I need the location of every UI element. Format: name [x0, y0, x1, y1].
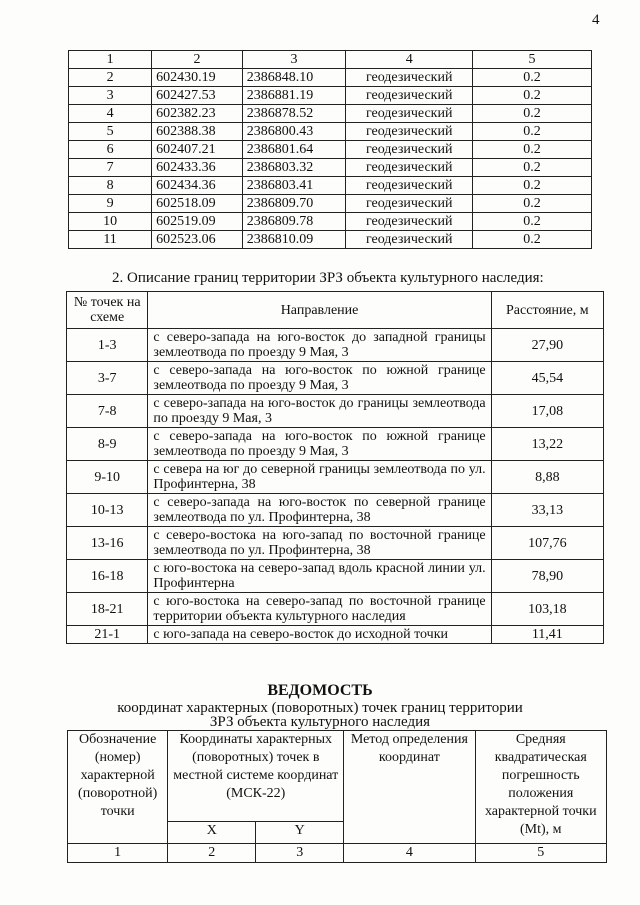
row-points: 21-1 — [67, 626, 148, 644]
table-row — [67, 428, 604, 461]
table-cell: 0.2 — [473, 87, 592, 105]
table-cell: геодезический — [346, 177, 473, 195]
header-cell: 4 — [346, 51, 473, 69]
vedomost-table — [67, 730, 607, 863]
table-row — [69, 159, 592, 177]
table-cell: 602388.38 — [152, 123, 243, 141]
table-cell: 5 — [69, 123, 152, 141]
row-distance: 33,13 — [491, 494, 603, 527]
header-error: Средняя квадратическая погрешность положения характерной точки (Mt), м — [475, 731, 606, 844]
header-cell: 2 — [152, 51, 243, 69]
col-num-4: 4 — [344, 844, 475, 863]
row-points: 7-8 — [67, 395, 148, 428]
table-cell: 2386809.78 — [242, 213, 345, 231]
table-cell: 602518.09 — [152, 195, 243, 213]
table-cell: 2386800.43 — [242, 123, 345, 141]
row-points: 13-16 — [67, 527, 148, 560]
row-distance: 11,41 — [491, 626, 603, 644]
row-direction: с севера на юг до северной границы землеотвода по ул. Профинтерна, 38 — [148, 461, 491, 494]
table-row — [67, 593, 604, 626]
row-points: 18-21 — [67, 593, 148, 626]
col-header-distance: Расстояние, м — [491, 292, 603, 329]
table-cell: 0.2 — [473, 195, 592, 213]
table-cell: 2386803.32 — [242, 159, 345, 177]
row-distance: 8,88 — [491, 461, 603, 494]
row-direction: с северо-запада на юго-восток по южной границе землеотвода по проезду 9 Мая, 3 — [148, 428, 491, 461]
table-cell: 0.2 — [473, 231, 592, 249]
row-direction: с северо-запада на юго-восток до западной границы землеотвода по проезду 9 Мая, 3 — [148, 329, 491, 362]
table-cell: 10 — [69, 213, 152, 231]
table-cell: 0.2 — [473, 177, 592, 195]
table-row — [69, 105, 592, 123]
table-cell: 602519.09 — [152, 213, 243, 231]
table-cell: геодезический — [346, 159, 473, 177]
table-cell: 0.2 — [473, 159, 592, 177]
table-cell: 2386848.10 — [242, 69, 345, 87]
col-num-2: 2 — [168, 844, 256, 863]
table-cell: 0.2 — [473, 141, 592, 159]
table-cell: 8 — [69, 177, 152, 195]
table-cell: геодезический — [346, 231, 473, 249]
table-row — [69, 87, 592, 105]
table-cell: 0.2 — [473, 213, 592, 231]
table-cell: 11 — [69, 231, 152, 249]
vedomost-subtitle-2: ЗРЗ объекта культурного наследия — [209, 714, 431, 730]
table-header-row — [69, 51, 592, 69]
table-row — [67, 362, 604, 395]
row-direction: с юго-запада на северо-восток до исходной точки — [148, 626, 491, 644]
table-cell: геодезический — [346, 141, 473, 159]
row-distance: 13,22 — [491, 428, 603, 461]
table-cell: 602523.06 — [152, 231, 243, 249]
row-direction: с юго-востока на северо-запад по восточной границе территории объекта культурного наследия — [148, 593, 491, 626]
col-header-direction: Направление — [148, 292, 491, 329]
table-cell: 0.2 — [473, 69, 592, 87]
table-cell: геодезический — [346, 87, 473, 105]
table-row — [67, 329, 604, 362]
col-num-1: 1 — [68, 844, 168, 863]
row-distance: 45,54 — [491, 362, 603, 395]
table-cell: 6 — [69, 141, 152, 159]
table-cell: 2386878.52 — [242, 105, 345, 123]
table-row — [69, 141, 592, 159]
header-y: Y — [256, 822, 344, 844]
row-direction: с северо-запада на юго-восток до границы землеотвода по проезду 9 Мая, 3 — [148, 395, 491, 428]
header-cell: 3 — [242, 51, 345, 69]
vedomost-title: ВЕДОМОСТЬ — [267, 682, 373, 699]
table-cell: 2386881.19 — [242, 87, 345, 105]
table-row — [69, 69, 592, 87]
table-cell: 2386803.41 — [242, 177, 345, 195]
table-cell: 3 — [69, 87, 152, 105]
table-row — [67, 494, 604, 527]
header-method: Метод определения координат — [344, 731, 475, 844]
header-point-designation: Обозначение (номер) характерной (поворотной) точки — [68, 731, 168, 844]
table-cell: 2386801.64 — [242, 141, 345, 159]
row-direction: с северо-запада на юго-восток по южной границе землеотвода по проезду 9 Мая, 3 — [148, 362, 491, 395]
table-cell: 602433.36 — [152, 159, 243, 177]
table-row — [69, 177, 592, 195]
table-cell: 602430.19 — [152, 69, 243, 87]
table-row — [69, 195, 592, 213]
table-cell: 2 — [69, 69, 152, 87]
section-2-heading: 2. Описание границ территории ЗРЗ объекта культурного наследия: — [112, 270, 544, 286]
table-cell: геодезический — [346, 213, 473, 231]
table-row — [67, 395, 604, 428]
header-cell: 1 — [69, 51, 152, 69]
table-cell: 9 — [69, 195, 152, 213]
table-cell: 602382.23 — [152, 105, 243, 123]
header-coordinates: Координаты характерных (поворотных) точек в местной системе координат (МСК-22) — [168, 731, 344, 822]
table-cell: геодезический — [346, 123, 473, 141]
table-row — [67, 527, 604, 560]
col-num-5: 5 — [475, 844, 606, 863]
row-distance: 78,90 — [491, 560, 603, 593]
row-direction: с юго-востока на северо-запад вдоль красной линии ул. Профинтерна — [148, 560, 491, 593]
row-direction: с северо-запада на юго-восток по северной границе землеотвода по ул. Профинтерна, 38 — [148, 494, 491, 527]
table-row — [69, 213, 592, 231]
table-cell: 0.2 — [473, 123, 592, 141]
row-points: 9-10 — [67, 461, 148, 494]
vedomost-subtitle-1: координат характерных (поворотных) точек границ территории — [117, 700, 523, 716]
row-distance: 103,18 — [491, 593, 603, 626]
table-cell: 2386810.09 — [242, 231, 345, 249]
row-points: 16-18 — [67, 560, 148, 593]
coordinates-table-continued — [68, 50, 592, 249]
table-cell: геодезический — [346, 105, 473, 123]
table-cell: 2386809.70 — [242, 195, 345, 213]
table-row — [67, 461, 604, 494]
table-cell: 602407.21 — [152, 141, 243, 159]
row-points: 1-3 — [67, 329, 148, 362]
boundary-description-table — [66, 291, 604, 644]
row-points: 8-9 — [67, 428, 148, 461]
header-x: X — [168, 822, 256, 844]
row-distance: 27,90 — [491, 329, 603, 362]
row-distance: 107,76 — [491, 527, 603, 560]
table-cell: 0.2 — [473, 105, 592, 123]
row-points: 10-13 — [67, 494, 148, 527]
table-row — [67, 560, 604, 593]
table-cell: 602434.36 — [152, 177, 243, 195]
table-cell: геодезический — [346, 69, 473, 87]
row-points: 3-7 — [67, 362, 148, 395]
table-row — [69, 231, 592, 249]
table-row — [67, 626, 604, 644]
table-row — [69, 123, 592, 141]
row-direction: с северо-востока на юго-запад по восточной границе землеотвода по ул. Профинтерна, 38 — [148, 527, 491, 560]
row-distance: 17,08 — [491, 395, 603, 428]
header-cell: 5 — [473, 51, 592, 69]
table-cell: 7 — [69, 159, 152, 177]
table-cell: 4 — [69, 105, 152, 123]
table-cell: геодезический — [346, 195, 473, 213]
page-number: 4 — [592, 12, 600, 28]
table-cell: 602427.53 — [152, 87, 243, 105]
col-num-3: 3 — [256, 844, 344, 863]
col-header-points: № точек на схеме — [67, 292, 148, 329]
